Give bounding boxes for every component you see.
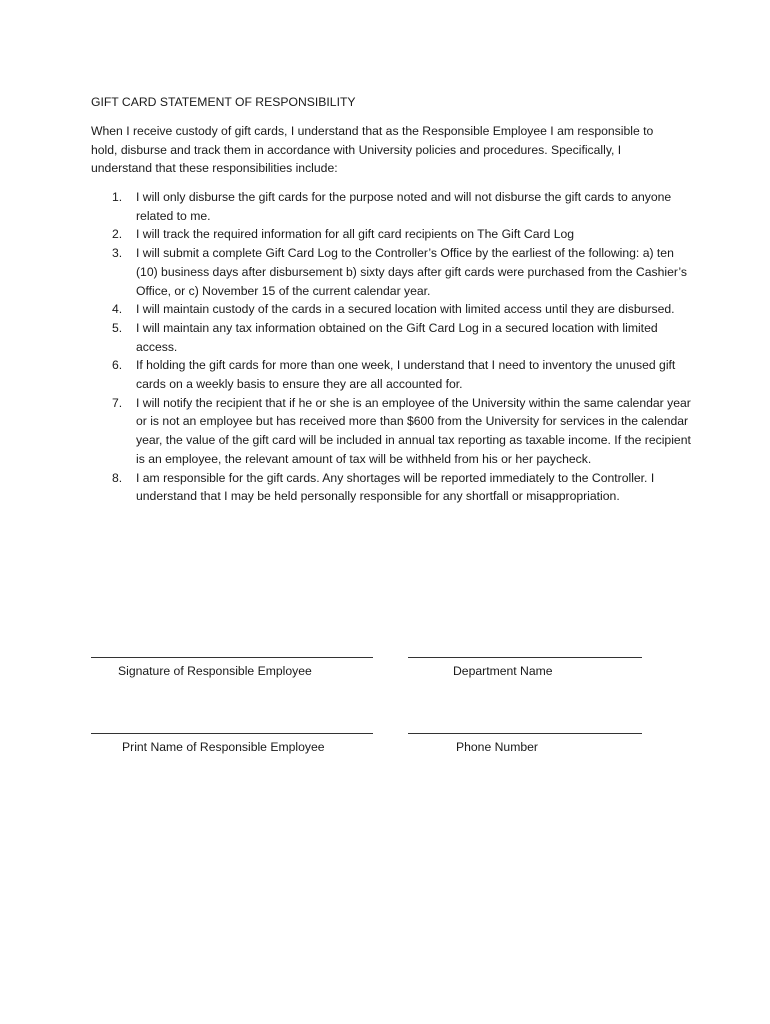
intro-paragraph: When I receive custody of gift cards, I understand that as the Responsible Employee I am responsible to hold, disburse and track them in accordance with University policies and procedures. Specifically, I understand that these responsibilities include: <box>91 124 654 176</box>
list-item-text: If holding the gift cards for more than one week, I understand that I need to inventory the unused gift cards on a weekly basis to ensure they are all accounted for. <box>136 358 676 392</box>
list-item <box>91 469 691 506</box>
list-item <box>91 225 691 244</box>
department-line[interactable] <box>408 657 642 658</box>
list-item-number: 4. <box>112 302 123 317</box>
document-title: GIFT CARD STATEMENT OF RESPONSIBILITY <box>91 95 356 109</box>
list-item-number: 8. <box>112 470 123 485</box>
list-item-number: 6. <box>112 358 123 373</box>
list-item-number: 3. <box>112 246 123 261</box>
list-item-text: I will notify the recipient that if he or she is an employee of the University within the same calendar year or is not an employee but has received more than $600 from the University for services in the calendar year, the value of the gift card will be included in annual tax reporting as taxable income. If the recipient is an employee, the relevant amount of tax will be withheld from his or her paycheck. <box>136 395 691 466</box>
signature-line[interactable] <box>91 657 373 658</box>
list-item <box>91 244 691 300</box>
list-item <box>91 188 691 225</box>
list-item-text: I will maintain custody of the cards in a secured location with limited access until they are disbursed. <box>136 302 675 317</box>
list-item-text: I will only disburse the gift cards for the purpose noted and will not disburse the gift cards to anyone related to me. <box>136 190 672 223</box>
responsibilities-list <box>91 188 691 506</box>
list-item-text: I will maintain any tax information obtained on the Gift Card Log in a secured location with limited access. <box>136 320 658 354</box>
list-item-text: I will submit a complete Gift Card Log to the Controller’s Office by the earliest of the following: a) ten (10) business days after disbursement b) sixty days after gift cards were purchased from the Cashier’s Office, or c) November 15 of the current calendar year. <box>136 246 687 298</box>
list-item-number: 2. <box>112 227 123 242</box>
phone-label: Phone Number <box>456 740 538 754</box>
list-item-number: 1. <box>112 190 123 204</box>
list-item-number: 5. <box>112 320 123 335</box>
department-label: Department Name <box>453 664 553 678</box>
print-name-label: Print Name of Responsible Employee <box>122 740 325 754</box>
list-item-text: I am responsible for the gift cards. Any shortages will be reported immediately to the Controller. I understand that I may be held personally responsible for any shortfall or misappropriation. <box>136 470 655 504</box>
list-item-number: 7. <box>112 395 123 410</box>
list-item <box>91 319 691 356</box>
list-item-text: I will track the required information for all gift card recipients on The Gift Card Log <box>136 227 575 242</box>
print-name-line[interactable] <box>91 733 373 734</box>
list-item <box>91 394 691 469</box>
signature-label: Signature of Responsible Employee <box>118 664 312 678</box>
list-item <box>91 300 691 319</box>
phone-line[interactable] <box>408 733 642 734</box>
list-item <box>91 356 691 393</box>
